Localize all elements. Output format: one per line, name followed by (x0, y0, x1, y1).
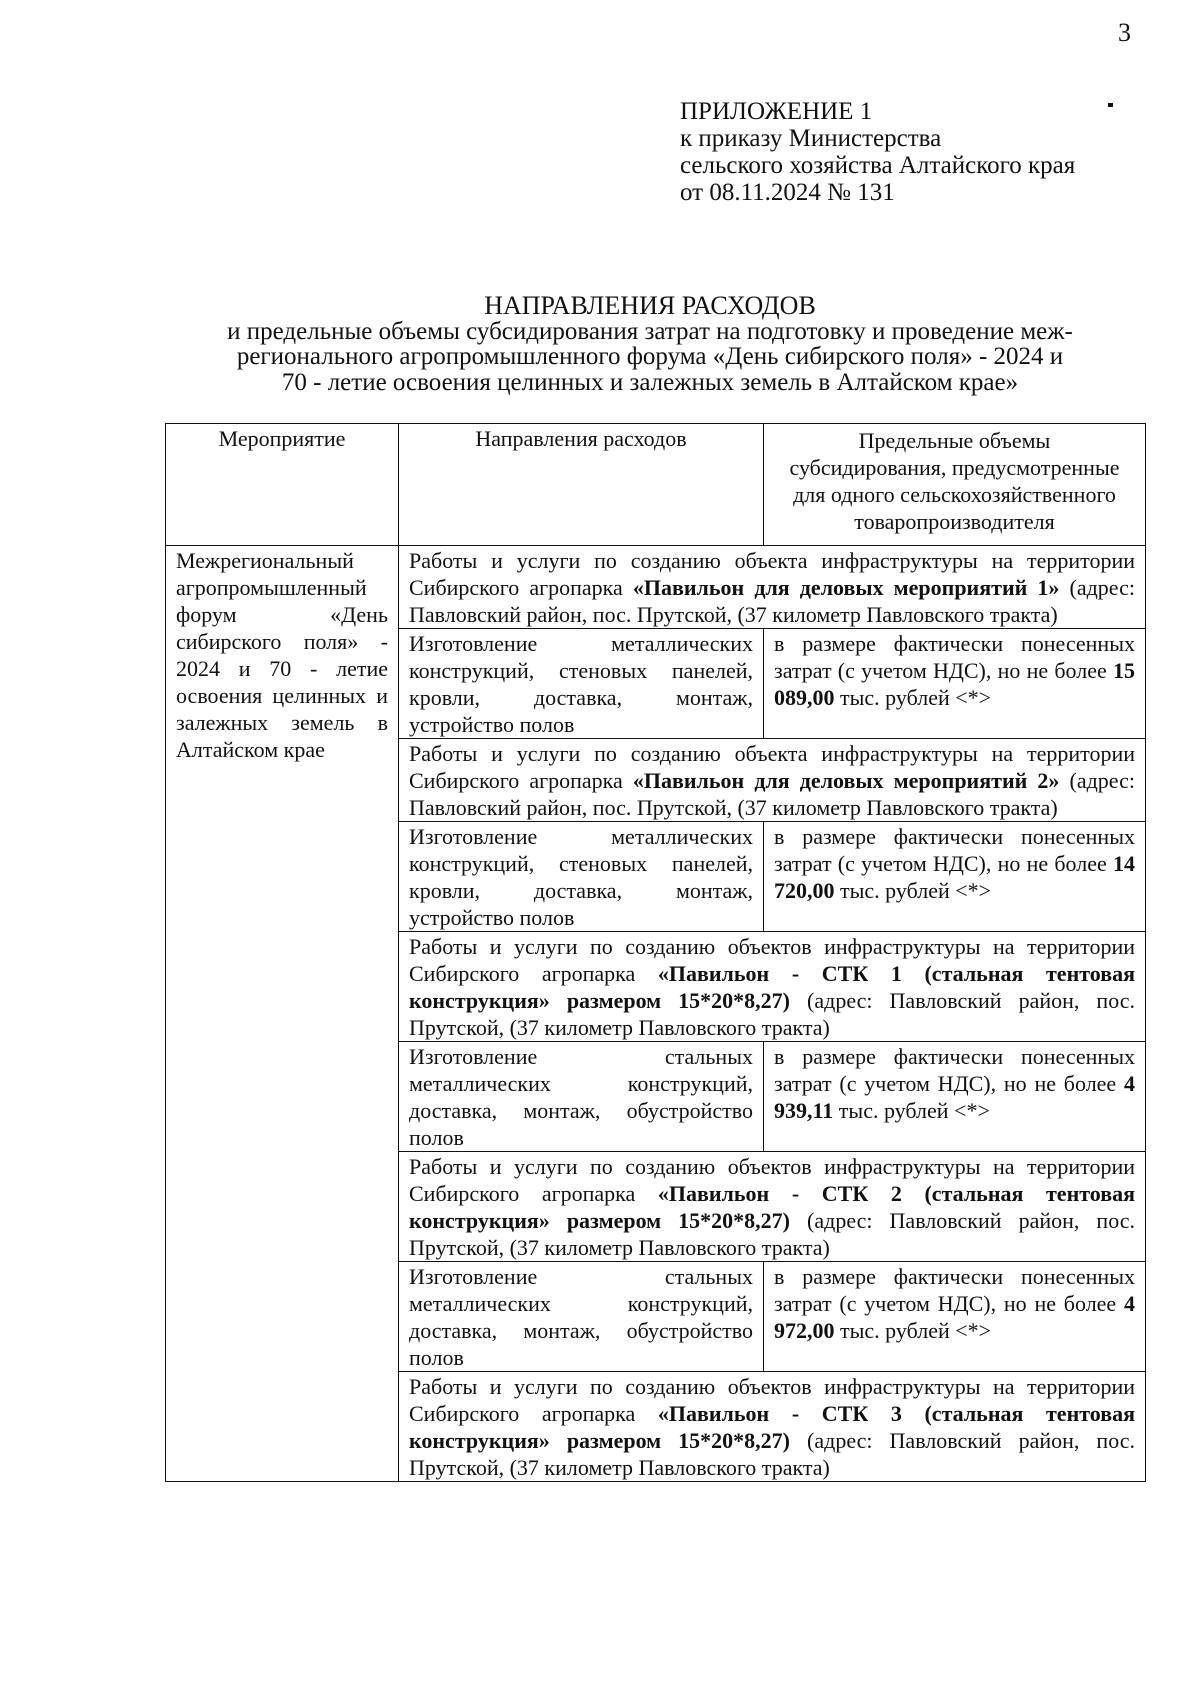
object-description-cell (399, 739, 1146, 822)
limit-prefix: в размере фактически понесенных затрат (с учетом НДС), но не более (774, 1264, 1135, 1316)
expense-item-cell: Изготовление металлических конструкций, стеновых панелей, кровли, доставка, монтаж, устройство полов (399, 822, 764, 932)
limit-amount: 15 089,00 (774, 658, 1135, 710)
object-address: (адрес: Павловский район, пос. Прутской, (37 километр Павловского тракта) (409, 575, 1135, 627)
limit-prefix: в размере фактически понесенных затрат (с учетом НДС), но не более (774, 631, 1135, 683)
limit-suffix: тыс. рублей <*> (834, 878, 992, 903)
limit-cell (764, 1042, 1146, 1152)
object-address: (адрес: Павловский район, пос. Прутской, (37 километр Павловского тракта) (409, 988, 1136, 1040)
limit-suffix: тыс. рублей <*> (833, 1098, 990, 1123)
object-name: «Павильон для деловых мероприятий 2» (632, 768, 1060, 793)
limit-prefix: в размере фактически понесенных затрат (с учетом НДС), но не более (774, 824, 1135, 876)
event-name-cell: Межрегиональный агропромышленный форум «День сибирского поля» - 2024 и 70 - летие освоения целинных и залежных земель в Алтайском крае (166, 546, 399, 1482)
table-row (166, 546, 1146, 629)
appendix-line-2: сельского хозяйства Алтайского края (680, 152, 1076, 179)
header-directions: Направления расходов (399, 424, 764, 546)
limit-prefix: в размере фактически понесенных затрат (с учетом НДС), но не более (774, 1044, 1135, 1096)
header-limits: Предельные объемы субсидирования, предусмотренные для одного сельскохозяйственного товаропроизводителя (764, 424, 1146, 546)
heading-title: НАПРАВЛЕНИЯ РАСХОДОВ (484, 291, 816, 320)
limit-suffix: тыс. рублей <*> (834, 1318, 992, 1343)
object-name: «Павильон для деловых мероприятий 1» (632, 575, 1060, 600)
object-intro: Работы и услуги по созданию объектов инфраструктуры на территории Сибирского агропарка (409, 1374, 1135, 1426)
appendix-block (680, 98, 1075, 206)
document-heading (150, 293, 1150, 395)
expenses-table (165, 423, 1146, 1482)
heading-line-3: 70 - летие освоения целинных и залежных земель в Алтайском крае» (281, 368, 1019, 396)
limit-suffix: тыс. рублей <*> (834, 685, 992, 710)
object-description-cell (399, 546, 1146, 629)
object-address: (адрес: Павловский район, пос. Прутской, (37 километр Павловского тракта) (409, 768, 1135, 820)
appendix-title: ПРИЛОЖЕНИЕ 1 (680, 98, 873, 125)
object-name: «Павильон - СТК 3 (стальная тентовая конструкция» размером 15*20*8,27) (409, 1401, 1136, 1453)
object-description-cell (399, 1152, 1146, 1262)
appendix-line-1: к приказу Министерства (680, 125, 942, 152)
appendix-line-3: от 08.11.2024 № 131 (680, 179, 895, 206)
object-intro: Работы и услуги по созданию объекта инфраструктуры на территории Сибирского агропарка (409, 741, 1135, 793)
heading-line-1: и предельные объемы субсидирования затрат на подготовку и проведение меж- (227, 317, 1073, 345)
limit-amount: 4 939,11 (774, 1071, 1135, 1123)
limit-cell (764, 629, 1146, 739)
header-event: Мероприятие (166, 424, 399, 546)
object-address: (адрес: Павловский район, пос. Прутской, (37 километр Павловского тракта) (409, 1428, 1136, 1480)
expense-item-cell: Изготовление стальных металлических конструкций, доставка, монтаж, обустройство полов (399, 1042, 764, 1152)
limit-cell (764, 822, 1146, 932)
object-address: (адрес: Павловский район, пос. Прутской, (37 километр Павловского тракта) (409, 1208, 1136, 1260)
object-name: «Павильон - СТК 1 (стальная тентовая конструкция» размером 15*20*8,27) (409, 961, 1136, 1013)
object-name: «Павильон - СТК 2 (стальная тентовая конструкция» размером 15*20*8,27) (409, 1181, 1136, 1233)
page-number: 3 (1118, 18, 1131, 47)
object-intro: Работы и услуги по созданию объектов инфраструктуры на территории Сибирского агропарка (409, 1154, 1135, 1206)
limit-amount: 4 972,00 (774, 1291, 1135, 1343)
object-description-cell (399, 1372, 1146, 1482)
object-description-cell (399, 932, 1146, 1042)
expense-item-cell: Изготовление стальных металлических конструкций, доставка, монтаж, обустройство полов (399, 1262, 764, 1372)
heading-line-2: регионального агропромышленного форума «День сибирского поля» - 2024 и (236, 343, 1064, 370)
object-intro: Работы и услуги по созданию объектов инфраструктуры на территории Сибирского агропарка (409, 934, 1135, 986)
expense-item-cell: Изготовление металлических конструкций, стеновых панелей, кровли, доставка, монтаж, устройство полов (399, 629, 764, 739)
table-header-row (166, 424, 1146, 546)
limit-amount: 14 720,00 (774, 851, 1135, 903)
limit-cell (764, 1262, 1146, 1372)
scan-mark (1108, 103, 1113, 107)
object-intro: Работы и услуги по созданию объекта инфраструктуры на территории Сибирского агропарка (409, 548, 1135, 600)
